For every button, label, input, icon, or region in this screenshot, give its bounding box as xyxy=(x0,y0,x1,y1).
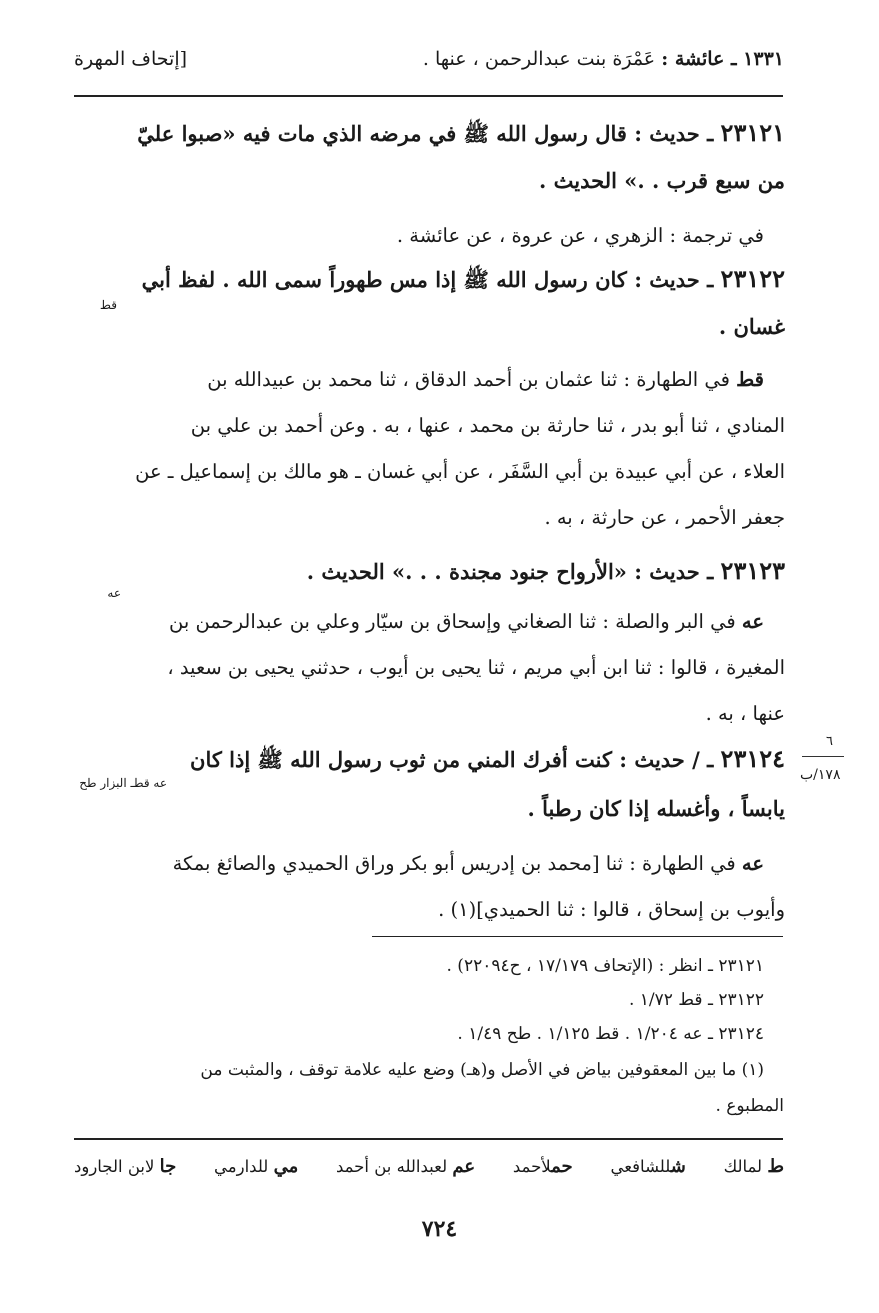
entry-number: ٢٣١٢٣ xyxy=(720,556,785,585)
entry-23124-side-mark: عه قطـ البزار طح xyxy=(79,776,167,790)
footnote-4: (١) ما بين المعقوفين بياض في الأصل و(هـ) وضع عليه علامة توقف ، والمثبت من xyxy=(200,1060,764,1080)
entry-23122-source-line-1: قط في الطهارة : ثنا عثمان بن أحمد الدقاق ، ثنا محمد بن عبيدالله بن xyxy=(207,368,764,391)
entry-23124-source-line-2: وأيوب بن إسحاق ، قالوا : ثنا الحميدي](١) . xyxy=(438,898,785,921)
entry-23121-source: في ترجمة : الزهري ، عن عروة ، عن عائشة . xyxy=(396,224,764,247)
legend-item: حملأحمد xyxy=(512,1156,573,1177)
footnote-4-cont: المطبوع . xyxy=(715,1096,784,1116)
abbreviation-legend xyxy=(74,1156,784,1177)
entry-23124-source-line-1: عه في الطهارة : ثنا [محمد بن إدريس أبو بكر وراق الحميدي والصائغ بمكة xyxy=(172,852,764,875)
legend-rule xyxy=(74,1138,783,1140)
entry-23123-side-mark: عه xyxy=(107,586,121,600)
margin-number: ٦ xyxy=(826,734,833,749)
entry-23122-source-line-3: العلاء ، عن أبي عبيدة بن أبي السَّفَر ، عن أبي غسان ـ هو مالك بن إسماعيل ـ عن xyxy=(135,460,785,483)
running-title-bold: ١٣٣١ ـ عائشة : xyxy=(661,48,784,70)
entry-23123-source-line-3: عنها ، به . xyxy=(705,702,785,725)
running-title-rest: عَمْرَة بنت عبدالرحمن ، عنها . xyxy=(422,48,656,70)
legend-item: جا لابن الجارود xyxy=(74,1156,177,1177)
footnote-2: ٢٣١٢٢ ـ قط ١/٧٢ . xyxy=(628,990,764,1010)
footnote-3: ٢٣١٢٤ ـ عه ١/٢٠٤ . قط ١/١٢٥ . طح ١/٤٩ . xyxy=(457,1024,764,1044)
header-rule xyxy=(74,95,783,97)
entry-number: ٢٣١٢٢ xyxy=(720,264,785,293)
entry-23122-source-line-2: المنادي ، ثنا أبو بدر ، ثنا حارثة بن محمد ، عنها ، به . وعن أحمد بن علي بن xyxy=(190,414,785,437)
page-number: ٧٢٤ xyxy=(421,1216,458,1242)
footnote-rule xyxy=(372,936,783,937)
entry-number: ٢٣١٢٤ xyxy=(720,744,785,773)
legend-item: عم لعبدالله بن أحمد xyxy=(335,1156,476,1177)
entry-23124-line-1: ٢٣١٢٤ ـ / حديث : كنت أفرك المني من ثوب رسول الله ﷺ إذا كان xyxy=(190,744,785,773)
entry-23122-line-1: ٢٣١٢٢ ـ حديث : كان رسول الله ﷺ إذا مس طهوراً سمى الله . لفظ أبي xyxy=(141,264,785,293)
entry-23121-line-2: من سبع قرب . .» الحديث . xyxy=(539,168,785,193)
entry-23124-line-2: يابساً ، وأغسله إذا كان رطباً . xyxy=(527,796,785,821)
margin-folio: ١٧٨/ب xyxy=(800,767,841,783)
entry-23122-side-mark: قط xyxy=(99,298,117,312)
entry-23123-source-line-2: المغيرة ، قالوا : ثنا ابن أبي مريم ، ثنا يحيى بن أيوب ، حدثني يحيى بن سعيد ، xyxy=(167,656,785,679)
entry-23121-line-1: ٢٣١٢١ ـ حديث : قال رسول الله ﷺ في مرضه الذي مات فيه «صبوا عليّ xyxy=(137,118,785,147)
entry-number: ٢٣١٢١ xyxy=(720,118,785,147)
entry-23123-line-1: ٢٣١٢٣ ـ حديث : «الأرواح جنود مجندة . . .» الحديث . xyxy=(306,556,785,585)
legend-item: مي للدارمي xyxy=(214,1156,299,1177)
entry-23122-source-line-4: جعفر الأحمر ، عن حارثة ، به . xyxy=(544,506,785,529)
legend-item: شللشافعي xyxy=(610,1156,686,1177)
entry-23122-line-2: غسان . xyxy=(718,314,785,339)
running-title xyxy=(423,48,784,70)
book-title: [إتحاف المهرة xyxy=(74,48,188,70)
margin-rule xyxy=(802,756,844,757)
legend-item: ط لمالك xyxy=(723,1156,784,1177)
footnote-1: ٢٣١٢١ ـ انظر : (الإتحاف ١٧/١٧٩ ، ح٢٢٠٩٤) . xyxy=(446,956,764,976)
entry-23123-source-line-1: عه في البر والصلة : ثنا الصغاني وإسحاق بن سيّار وعلي بن عبدالرحمن بن xyxy=(168,610,764,633)
